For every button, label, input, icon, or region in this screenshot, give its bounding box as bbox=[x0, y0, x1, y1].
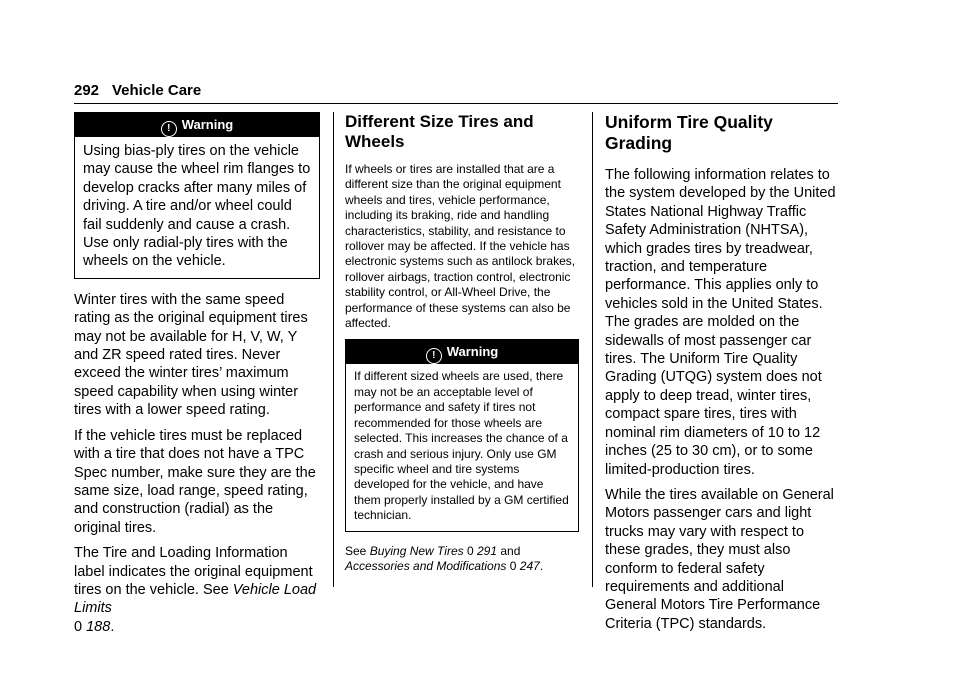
column-divider-2 bbox=[592, 112, 593, 587]
column-2 bbox=[345, 112, 579, 582]
different-size-heading: Different Size Tires and Wheels bbox=[345, 112, 534, 151]
buying-new-tires-page[interactable]: 291 bbox=[477, 543, 498, 558]
warning-text: Using bias-ply tires on the vehicle may cause the wheel rim flanges to develop cracks after many miles of driving. A tire and/or wheel could fail suddenly and cause a crash. Use only radial-ply tires with the wheels on the vehicle. bbox=[83, 143, 311, 270]
utqg-paragraph-1: The following information relates to the system developed by the United States National Highway Traffic Safety Administration (NHTSA), which grades tires by treadwear, traction, and temperature performance. This applies only to vehicles sold in the United States. The grades are molded on the sidewalls of most passenger car tires. The Uniform Tire Quality Grading (UTQG) system does not apply to deep tread, winter tires, compact spare tires, tires with nominal rim diameters of 10 to 12 inches (25 to 30 cm), or to some limited-production tires. bbox=[605, 167, 836, 478]
buying-new-tires-link[interactable]: Buying New Tires bbox=[369, 543, 464, 558]
wheel-size-warning-box bbox=[345, 339, 579, 531]
vehicle-load-limits-page[interactable]: 188 bbox=[86, 618, 111, 635]
warning-body bbox=[346, 364, 578, 530]
tire-label-text: The Tire and Loading Information label indicates the original equipment tires on the vehicle. See bbox=[74, 545, 313, 598]
column-3 bbox=[605, 112, 838, 640]
header-divider bbox=[74, 103, 838, 104]
section-title: Vehicle Care bbox=[112, 82, 202, 99]
utqg-heading: Uniform Tire Quality Grading bbox=[605, 112, 773, 153]
accessories-page[interactable]: 247 bbox=[519, 558, 540, 573]
period: . bbox=[110, 618, 115, 635]
warning-icon: ! bbox=[426, 348, 442, 364]
warning-icon: ! bbox=[161, 121, 177, 137]
see-text: See bbox=[345, 543, 370, 558]
utqg-paragraph-2: While the tires available on General Motors passenger cars and light trucks may vary with respect to these grades, they must also conform to federal safety requirements and additional General Motors Tire Performance Criteria (TPC) standards. bbox=[605, 486, 834, 632]
period: . bbox=[539, 558, 544, 573]
accessories-link[interactable]: Accessories and Modifications bbox=[345, 558, 507, 573]
vehicle-load-limits-link[interactable]: Vehicle Load Limits bbox=[74, 581, 317, 617]
warning-text: If different sized wheels are used, there may not be an acceptable level of performance and safety if tires not recommended for those wheels are selected. This increases the chance of a crash and serious injury. Only use GM specific wheel and tire systems developed for the vehicle, and have them properly installed by a GM certified technician. bbox=[354, 369, 569, 523]
winter-tires-paragraph: Winter tires with the same speed rating as the original equipment tires may not be available for H, V, W, Y and ZR speed rated tires. Never exceed the winter tires’ maximum speed capability when using winter tires with a lower speed rating. bbox=[74, 291, 308, 419]
warning-title: Warning bbox=[446, 344, 499, 360]
see-references bbox=[345, 544, 579, 575]
column-divider-1 bbox=[333, 112, 334, 587]
different-size-paragraph: If wheels or tires are installed that are a different size than the original equipment wheels and tires, vehicle performance, including its braking, ride and handling characteristics, stability, and resistance to rollover may be affected. If the vehicle has electronic systems such as antilock brakes, rollover airbags, traction control, electronic stability control, or All-Wheel Drive, the performance of these systems can also be affected. bbox=[345, 162, 576, 331]
tire-label-paragraph bbox=[74, 544, 320, 636]
and-text: and bbox=[497, 543, 521, 558]
page-header bbox=[74, 82, 838, 104]
warning-header bbox=[75, 113, 319, 137]
column-1 bbox=[74, 112, 320, 643]
xref-arrow-icon: 0 bbox=[466, 543, 474, 558]
warning-body bbox=[75, 137, 319, 278]
xref-arrow-icon: 0 bbox=[509, 558, 517, 573]
xref-arrow-icon: 0 bbox=[74, 618, 83, 635]
tpc-spec-paragraph: If the vehicle tires must be replaced with a tire that does not have a TPC Spec number, make sure they are the same size, load range, speed rating, and construction (radial) as the original tires. bbox=[74, 427, 316, 536]
page-number: 292 bbox=[74, 82, 100, 99]
warning-title: Warning bbox=[181, 117, 234, 132]
warning-header bbox=[346, 340, 578, 364]
bias-ply-warning-box bbox=[74, 112, 320, 279]
